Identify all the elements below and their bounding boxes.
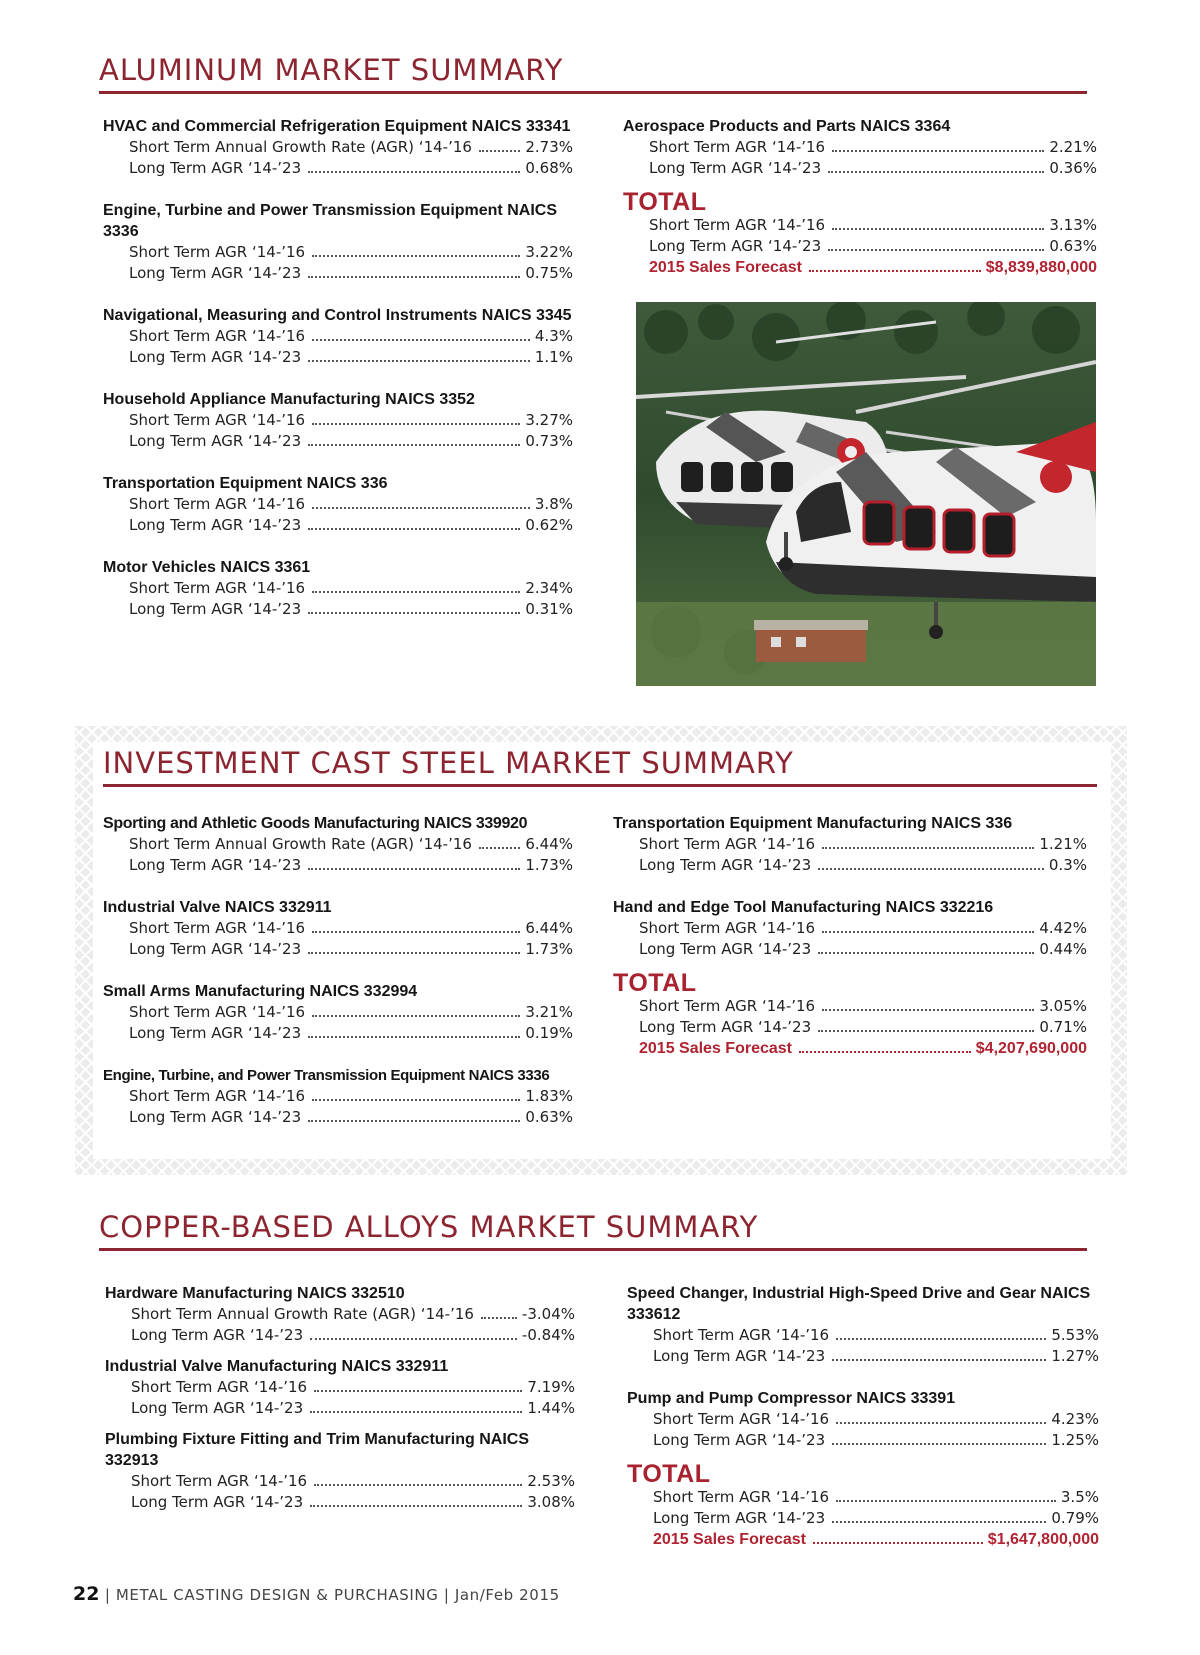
- row-value: 1.83%: [525, 1087, 573, 1105]
- row-value: 0.73%: [525, 432, 573, 450]
- copper-right-column: [627, 1283, 1099, 1550]
- row-label: Long Term AGR ‘14-’23: [131, 1493, 304, 1511]
- row-label: Long Term AGR ‘14-’23: [131, 1399, 304, 1417]
- industry-block: [103, 557, 573, 620]
- industry-block: [627, 1388, 1099, 1451]
- long-term-row: [103, 855, 573, 876]
- row-label: Long Term AGR ‘14-’23: [129, 264, 302, 282]
- dot-leader: [836, 1500, 1056, 1502]
- row-label: Short Term Annual Growth Rate (AGR) ‘14-’16: [129, 138, 472, 156]
- long-term-row: [105, 1325, 575, 1346]
- short-term-row: [103, 137, 573, 158]
- helicopter-photo: [636, 302, 1096, 686]
- dot-leader: [310, 1505, 522, 1507]
- industry-heading: Hand and Edge Tool Manufacturing NAICS 332216: [613, 899, 994, 916]
- dot-leader: [836, 1422, 1046, 1424]
- long-term-row: [627, 1508, 1099, 1529]
- row-label: Long Term AGR ‘14-’23: [639, 940, 812, 958]
- dot-leader: [832, 1359, 1046, 1361]
- industry-block: [103, 897, 573, 960]
- short-term-row: [105, 1304, 575, 1325]
- dot-leader: [809, 270, 981, 272]
- row-label: Short Term Annual Growth Rate (AGR) ‘14-’16: [129, 835, 472, 853]
- short-term-row: [613, 918, 1087, 939]
- row-value: 2.53%: [527, 1472, 575, 1490]
- dot-leader: [312, 339, 530, 341]
- long-term-row: [627, 1346, 1099, 1367]
- short-term-row: [103, 834, 573, 855]
- row-label: Short Term AGR ‘14-’16: [129, 579, 306, 597]
- industry-heading: HVAC and Commercial Refrigeration Equipment NAICS 33341: [103, 118, 571, 135]
- dot-leader: [312, 591, 520, 593]
- industry-heading: Hardware Manufacturing NAICS 332510: [105, 1285, 405, 1302]
- publication-line: | METAL CASTING DESIGN & PURCHASING | Jan/Feb 2015: [104, 1586, 560, 1604]
- industry-heading: Aerospace Products and Parts NAICS 3364: [623, 118, 951, 135]
- total-label: TOTAL: [627, 1460, 711, 1488]
- row-label: Short Term AGR ‘14-’16: [653, 1410, 830, 1428]
- industry-heading: Transportation Equipment NAICS 336: [103, 475, 388, 492]
- row-value: 0.36%: [1049, 159, 1097, 177]
- industry-heading: Transportation Equipment Manufacturing NAICS 336: [613, 815, 1013, 832]
- copper-alloys-title-rule: [99, 1248, 1087, 1251]
- dot-leader: [822, 847, 1034, 849]
- investment-cast-steel-title-rule: [103, 784, 1097, 787]
- forecast-value: $1,647,800,000: [987, 1531, 1099, 1548]
- row-value: -0.84%: [521, 1326, 575, 1344]
- row-value: 0.63%: [525, 1108, 573, 1126]
- industry-block: [105, 1283, 575, 1346]
- row-label: Short Term AGR ‘14-’16: [131, 1472, 308, 1490]
- dot-leader: [479, 150, 520, 152]
- short-term-row: [103, 494, 573, 515]
- long-term-row: [103, 599, 573, 620]
- short-term-row: [623, 215, 1097, 236]
- dot-leader: [832, 228, 1044, 230]
- row-value: 2.73%: [525, 138, 573, 156]
- row-label: Short Term AGR ‘14-’16: [653, 1488, 830, 1506]
- row-value: 3.13%: [1049, 216, 1097, 234]
- row-label: Long Term AGR ‘14-’23: [129, 348, 302, 366]
- industry-heading: Sporting and Athletic Goods Manufacturing NAICS 339920: [103, 815, 528, 832]
- row-label: Long Term AGR ‘14-’23: [639, 856, 812, 874]
- short-term-row: [103, 410, 573, 431]
- row-value: 0.68%: [525, 159, 573, 177]
- dot-leader: [312, 931, 520, 933]
- row-value: 0.19%: [525, 1024, 573, 1042]
- row-value: -3.04%: [521, 1305, 575, 1323]
- dot-leader: [479, 847, 520, 849]
- aluminum-section-title: ALUMINUM MARKET SUMMARY: [99, 53, 564, 87]
- sales-forecast-row: [623, 257, 1097, 278]
- dot-leader: [312, 255, 520, 257]
- long-term-row: [105, 1492, 575, 1513]
- row-value: 3.22%: [525, 243, 573, 261]
- row-label: Long Term AGR ‘14-’23: [639, 1018, 812, 1036]
- copper-left-column: [105, 1283, 575, 1534]
- short-term-row: [103, 578, 573, 599]
- short-term-row: [627, 1409, 1099, 1430]
- row-value: 4.23%: [1051, 1410, 1099, 1428]
- short-term-row: [623, 137, 1097, 158]
- row-value: 0.31%: [525, 600, 573, 618]
- long-term-row: [613, 939, 1087, 960]
- row-value: 3.21%: [525, 1003, 573, 1021]
- forecast-label: 2015 Sales Forecast: [639, 1040, 792, 1057]
- row-value: 4.3%: [534, 327, 573, 345]
- row-value: 4.42%: [1039, 919, 1087, 937]
- long-term-row: [103, 939, 573, 960]
- forecast-value: $4,207,690,000: [975, 1040, 1087, 1057]
- sales-forecast-row: [627, 1529, 1099, 1550]
- dot-leader: [832, 150, 1044, 152]
- copper-alloys-section-title: COPPER-BASED ALLOYS MARKET SUMMARY: [99, 1210, 759, 1244]
- row-value: 6.44%: [525, 919, 573, 937]
- row-value: 3.5%: [1060, 1488, 1099, 1506]
- long-term-row: [623, 236, 1097, 257]
- industry-block: [613, 813, 1087, 876]
- industry-heading: Navigational, Measuring and Control Instruments NAICS 3345: [103, 307, 572, 324]
- row-value: 1.27%: [1051, 1347, 1099, 1365]
- dot-leader: [832, 1443, 1046, 1445]
- industry-heading: Speed Changer, Industrial High-Speed Drive and Gear NAICS 333612: [627, 1285, 1091, 1323]
- row-label: Long Term AGR ‘14-’23: [131, 1326, 304, 1344]
- dot-leader: [308, 444, 520, 446]
- page-number: 22: [73, 1583, 100, 1605]
- row-value: 7.19%: [527, 1378, 575, 1396]
- dot-leader: [308, 1120, 520, 1122]
- industry-heading: Plumbing Fixture Fitting and Trim Manufacturing NAICS 332913: [105, 1431, 529, 1469]
- dot-leader: [799, 1051, 971, 1053]
- industry-block: [627, 1283, 1099, 1367]
- dot-leader: [481, 1317, 517, 1319]
- sales-forecast-row: [613, 1038, 1087, 1059]
- row-label: Short Term AGR ‘14-’16: [129, 919, 306, 937]
- aluminum-left-column: [103, 116, 573, 641]
- row-label: Short Term AGR ‘14-’16: [129, 411, 306, 429]
- short-term-row: [613, 996, 1087, 1017]
- long-term-row: [103, 431, 573, 452]
- row-label: Short Term AGR ‘14-’16: [129, 243, 306, 261]
- dot-leader: [822, 1009, 1034, 1011]
- long-term-row: [627, 1430, 1099, 1451]
- total-label: TOTAL: [623, 188, 707, 216]
- row-value: 3.27%: [525, 411, 573, 429]
- dot-leader: [310, 1338, 517, 1340]
- short-term-row: [627, 1325, 1099, 1346]
- long-term-row: [103, 158, 573, 179]
- row-value: 3.05%: [1039, 997, 1087, 1015]
- dot-leader: [312, 507, 530, 509]
- row-label: Short Term AGR ‘14-’16: [639, 997, 816, 1015]
- industry-block: [613, 897, 1087, 960]
- dot-leader: [308, 528, 520, 530]
- long-term-row: [103, 1107, 573, 1128]
- investment-cast-steel-section-title: INVESTMENT CAST STEEL MARKET SUMMARY: [103, 746, 794, 780]
- industry-block: [105, 1356, 575, 1419]
- total-block: [627, 1461, 1099, 1550]
- long-term-row: [103, 1023, 573, 1044]
- short-term-row: [103, 1002, 573, 1023]
- industry-heading: Engine, Turbine and Power Transmission Equipment NAICS 3336: [103, 202, 557, 240]
- forecast-label: 2015 Sales Forecast: [649, 259, 802, 276]
- row-value: 6.44%: [525, 835, 573, 853]
- industry-block: [103, 981, 573, 1044]
- aluminum-title-rule: [99, 91, 1087, 94]
- row-value: 2.21%: [1049, 138, 1097, 156]
- total-label: TOTAL: [613, 969, 697, 997]
- industry-heading: Industrial Valve NAICS 332911: [103, 899, 332, 916]
- row-value: 5.53%: [1051, 1326, 1099, 1344]
- dot-leader: [818, 1030, 1034, 1032]
- industry-heading: Engine, Turbine, and Power Transmission Equipment NAICS 3336: [103, 1067, 550, 1084]
- row-label: Long Term AGR ‘14-’23: [129, 940, 302, 958]
- row-value: 0.79%: [1051, 1509, 1099, 1527]
- short-term-row: [103, 326, 573, 347]
- row-label: Short Term AGR ‘14-’16: [653, 1326, 830, 1344]
- industry-block: [103, 305, 573, 368]
- dot-leader: [828, 171, 1044, 173]
- row-value: 2.34%: [525, 579, 573, 597]
- row-label: Long Term AGR ‘14-’23: [653, 1431, 826, 1449]
- row-label: Short Term AGR ‘14-’16: [129, 1087, 306, 1105]
- row-label: Short Term AGR ‘14-’16: [649, 216, 826, 234]
- dot-leader: [310, 1411, 522, 1413]
- row-label: Short Term AGR ‘14-’16: [129, 327, 306, 345]
- row-label: Long Term AGR ‘14-’23: [653, 1347, 826, 1365]
- dot-leader: [314, 1390, 522, 1392]
- row-label: Short Term AGR ‘14-’16: [639, 919, 816, 937]
- row-value: 3.8%: [534, 495, 573, 513]
- row-label: Short Term AGR ‘14-’16: [129, 495, 306, 513]
- dot-leader: [308, 868, 520, 870]
- short-term-row: [103, 242, 573, 263]
- dot-leader: [312, 423, 520, 425]
- row-label: Short Term AGR ‘14-’16: [129, 1003, 306, 1021]
- long-term-row: [613, 1017, 1087, 1038]
- forecast-label: 2015 Sales Forecast: [653, 1531, 806, 1548]
- short-term-row: [613, 834, 1087, 855]
- dot-leader: [308, 952, 520, 954]
- short-term-row: [103, 1086, 573, 1107]
- row-value: 3.08%: [527, 1493, 575, 1511]
- long-term-row: [623, 158, 1097, 179]
- industry-heading: Pump and Pump Compressor NAICS 33391: [627, 1390, 956, 1407]
- short-term-row: [627, 1487, 1099, 1508]
- row-value: 0.62%: [525, 516, 573, 534]
- industry-block: [103, 389, 573, 452]
- total-block: [613, 970, 1087, 1059]
- row-label: Long Term AGR ‘14-’23: [649, 237, 822, 255]
- row-label: Long Term AGR ‘14-’23: [129, 432, 302, 450]
- long-term-row: [103, 515, 573, 536]
- dot-leader: [818, 952, 1034, 954]
- row-label: Long Term AGR ‘14-’23: [129, 159, 302, 177]
- industry-block: [105, 1429, 575, 1513]
- short-term-row: [105, 1377, 575, 1398]
- row-label: Short Term AGR ‘14-’16: [639, 835, 816, 853]
- industry-heading: Industrial Valve Manufacturing NAICS 332911: [105, 1358, 449, 1375]
- row-value: 1.44%: [527, 1399, 575, 1417]
- long-term-row: [103, 347, 573, 368]
- short-term-row: [105, 1471, 575, 1492]
- dot-leader: [312, 1015, 520, 1017]
- row-value: 1.25%: [1051, 1431, 1099, 1449]
- row-label: Long Term AGR ‘14-’23: [129, 856, 302, 874]
- row-label: Long Term AGR ‘14-’23: [129, 1024, 302, 1042]
- total-block: [623, 189, 1097, 278]
- page-footer: [73, 1583, 560, 1605]
- dot-leader: [308, 360, 530, 362]
- dot-leader: [308, 171, 520, 173]
- steel-left-column: [103, 813, 573, 1149]
- row-label: Short Term AGR ‘14-’16: [649, 138, 826, 156]
- long-term-row: [613, 855, 1087, 876]
- steel-right-column: [613, 813, 1087, 1059]
- dot-leader: [308, 612, 520, 614]
- row-value: 1.73%: [525, 940, 573, 958]
- row-label: Long Term AGR ‘14-’23: [653, 1509, 826, 1527]
- row-label: Long Term AGR ‘14-’23: [129, 516, 302, 534]
- dot-leader: [832, 1521, 1046, 1523]
- dot-leader: [308, 276, 520, 278]
- short-term-row: [103, 918, 573, 939]
- dot-leader: [314, 1484, 522, 1486]
- row-value: 0.75%: [525, 264, 573, 282]
- row-value: 1.21%: [1039, 835, 1087, 853]
- dot-leader: [828, 249, 1044, 251]
- dot-leader: [813, 1542, 983, 1544]
- row-label: Long Term AGR ‘14-’23: [129, 600, 302, 618]
- forecast-value: $8,839,880,000: [985, 259, 1097, 276]
- industry-heading: Motor Vehicles NAICS 3361: [103, 559, 311, 576]
- long-term-row: [103, 263, 573, 284]
- row-label: Long Term AGR ‘14-’23: [649, 159, 822, 177]
- row-value: 0.44%: [1039, 940, 1087, 958]
- industry-block: [103, 200, 573, 284]
- dot-leader: [818, 868, 1044, 870]
- row-value: 1.1%: [534, 348, 573, 366]
- dot-leader: [312, 1099, 520, 1101]
- industry-block: [103, 473, 573, 536]
- row-label: Long Term AGR ‘14-’23: [129, 1108, 302, 1126]
- industry-block: [623, 116, 1097, 179]
- dot-leader: [836, 1338, 1046, 1340]
- row-label: Short Term AGR ‘14-’16: [131, 1378, 308, 1396]
- row-value: 0.3%: [1048, 856, 1087, 874]
- row-value: 0.63%: [1049, 237, 1097, 255]
- row-label: Short Term Annual Growth Rate (AGR) ‘14-’16: [131, 1305, 474, 1323]
- aluminum-right-column: [623, 116, 1097, 278]
- dot-leader: [822, 931, 1034, 933]
- industry-heading: Household Appliance Manufacturing NAICS 3352: [103, 391, 475, 408]
- dot-leader: [308, 1036, 520, 1038]
- industry-heading: Small Arms Manufacturing NAICS 332994: [103, 983, 418, 1000]
- industry-block: [103, 1065, 573, 1128]
- row-value: 1.73%: [525, 856, 573, 874]
- industry-block: [103, 116, 573, 179]
- row-value: 0.71%: [1039, 1018, 1087, 1036]
- industry-block: [103, 813, 573, 876]
- long-term-row: [105, 1398, 575, 1419]
